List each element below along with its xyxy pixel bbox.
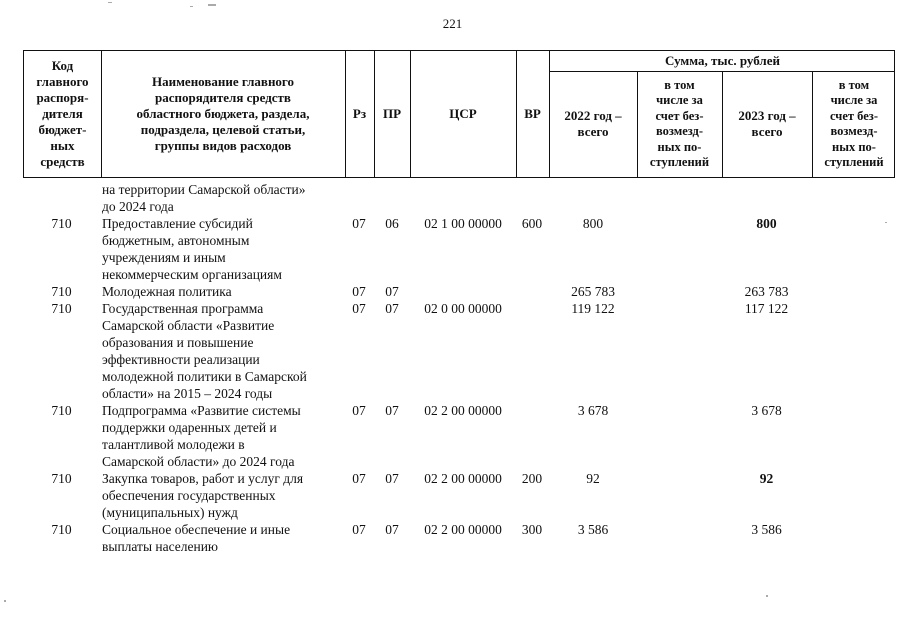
row-2023-total: 92 xyxy=(759,471,774,486)
row-name: на территории Самарской области» до 2024 года xyxy=(102,182,306,214)
row-vr: 200 xyxy=(521,471,543,486)
row-csr: 02 2 00 00000 xyxy=(424,403,502,418)
row-2023-total: 3 678 xyxy=(751,403,782,418)
row-rz: 07 xyxy=(352,301,366,316)
scan-speck xyxy=(190,6,193,7)
table-row xyxy=(0,521,905,555)
row-2022-total: 3 678 xyxy=(577,403,609,418)
row-rz: 07 xyxy=(352,522,366,537)
row-2023-total: 117 122 xyxy=(744,301,789,316)
row-vr: 300 xyxy=(521,522,543,537)
header-csr: ЦСР xyxy=(449,106,477,121)
table-row xyxy=(0,283,905,300)
row-code: 710 xyxy=(51,403,72,418)
header-2022-total: 2022 год – всего xyxy=(564,108,622,139)
table-row xyxy=(0,181,905,215)
header-2023-total: 2023 год – всего xyxy=(738,108,796,139)
header-sum: Сумма, тыс. рублей xyxy=(665,53,780,68)
row-pr: 06 xyxy=(385,216,399,231)
row-name: Социальное обеспечение и иные выплаты населению xyxy=(102,522,291,554)
row-csr: 02 2 00 00000 xyxy=(424,471,502,486)
row-code: 710 xyxy=(51,301,72,316)
row-code: 710 xyxy=(51,284,72,299)
row-code: 710 xyxy=(51,216,72,231)
row-name: Закупка товаров, работ и услуг для обеспечения государственных (муниципальных) нужд xyxy=(102,471,304,520)
table-row xyxy=(0,300,905,402)
row-pr: 07 xyxy=(385,284,399,299)
header-rz: Рз xyxy=(352,106,367,121)
row-rz: 07 xyxy=(352,403,366,418)
row-code: 710 xyxy=(51,522,72,537)
header-vr: ВР xyxy=(524,106,541,121)
table-row xyxy=(0,470,905,521)
row-csr: 02 0 00 00000 xyxy=(424,301,502,316)
row-name: Государственная программа Самарской области «Развитие образования и повышение эффективности реализации молодежной политики в Самарской области» на 2015 – 2024 годы xyxy=(102,301,307,401)
table-body xyxy=(0,181,905,555)
row-csr: 02 2 00 00000 xyxy=(424,522,502,537)
row-vr: 600 xyxy=(521,216,543,231)
row-pr: 07 xyxy=(385,403,399,418)
table-row xyxy=(0,402,905,470)
row-rz: 07 xyxy=(352,284,366,299)
row-2022-total: 800 xyxy=(582,216,604,231)
row-csr: 02 1 00 00000 xyxy=(424,216,502,231)
row-2023-total: 263 783 xyxy=(744,284,789,299)
header-2022-free: в том числе за счет без- возмезд- ных по- ступлений xyxy=(649,77,710,169)
scan-speck xyxy=(766,595,768,597)
row-2022-total: 92 xyxy=(586,471,600,486)
table-header xyxy=(23,50,895,178)
row-code: 710 xyxy=(51,471,72,486)
row-rz: 07 xyxy=(352,471,366,486)
row-2022-total: 3 586 xyxy=(577,522,609,537)
row-2022-total: 119 122 xyxy=(571,301,615,316)
row-pr: 07 xyxy=(385,301,399,316)
scan-speck xyxy=(108,2,112,3)
row-pr: 07 xyxy=(385,522,399,537)
scan-speck xyxy=(4,600,6,602)
header-2023-free: в том числе за счет без- возмезд- ных по- ступлений xyxy=(824,77,884,169)
header-name: Наименование главного распорядителя средств областного бюджета, раздела, подраздела, целевой статьи, группы видов расходов xyxy=(136,74,310,153)
row-rz: 07 xyxy=(352,216,366,231)
scan-speck xyxy=(208,4,216,6)
table-row xyxy=(0,215,905,283)
row-2023-total: 3 586 xyxy=(751,522,782,537)
header-pr: ПР xyxy=(382,106,402,121)
page-number: 221 xyxy=(442,16,463,31)
row-name: Подпрограмма «Развитие системы поддержки одаренных детей и талантливой молодежи в Самарской области» до 2024 года xyxy=(102,403,301,469)
row-2022-total: 265 783 xyxy=(571,284,615,299)
row-pr: 07 xyxy=(385,471,399,486)
header-code: Код главного распоря- дителя бюджет- ных средств xyxy=(36,58,89,169)
row-name: Предоставление субсидий бюджетным, автономным учреждениям и иным некоммерческим организациям xyxy=(102,216,282,282)
row-name: Молодежная политика xyxy=(102,284,232,299)
row-2023-total: 800 xyxy=(756,216,777,231)
